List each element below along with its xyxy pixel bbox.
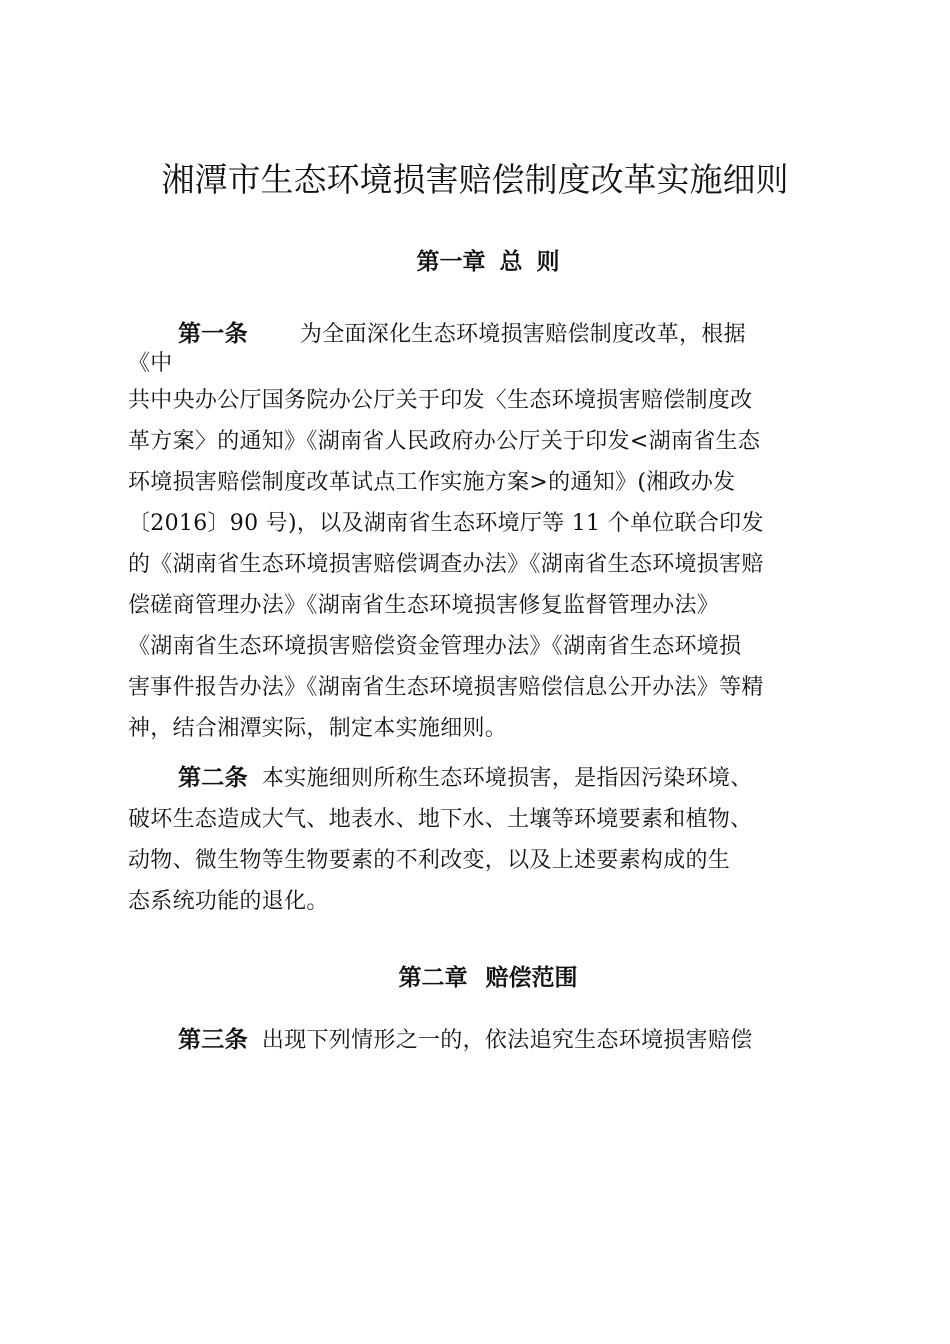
article-2-label: 第二条 — [178, 765, 248, 791]
article-3-line — [128, 1020, 848, 1061]
article-2-line — [128, 758, 848, 799]
article-1 — [128, 314, 848, 749]
article-1-line: 《湖南省生态环境损害赔偿资金管理办法》《湖南省生态环境损 — [128, 634, 742, 659]
chapter-1-name: 总 — [499, 249, 523, 275]
article-1-line: 革方案〉的通知》《湖南省人民政府办公厅关于印发<湖南省生态 — [128, 429, 761, 454]
chapter-1-label: 第一章 — [416, 249, 486, 275]
chapter-2-name: 赔偿范围 — [485, 965, 578, 991]
article-1-line: 《中 — [128, 351, 173, 376]
article-2 — [128, 758, 848, 922]
article-2-text: 本实施细则所称生态环境损害，是指因污染环境、 — [261, 766, 753, 791]
article-1-label: 第一条 — [178, 321, 248, 347]
article-1-line: 害事件报告办法》《湖南省生态环境损害赔偿信息公开办法》等精 — [128, 675, 764, 700]
article-2-line: 态系统功能的退化。 — [128, 889, 329, 914]
chapter-2-heading — [0, 962, 950, 994]
article-1-line: 〔2016〕90 号)，以及湖南省生态环境厅等 11 个单位联合印发 — [128, 511, 764, 536]
chapter-1-heading — [0, 246, 950, 278]
article-1-line: 环境损害赔偿制度改革试点工作实施方案>的通知》(湘政办发 — [128, 470, 736, 495]
article-1-line: 神，结合湘潭实际，制定本实施细则。 — [128, 716, 508, 741]
article-3-label: 第三条 — [178, 1027, 248, 1053]
article-2-line: 动物、微生物等生物要素的不利改变，以及上述要素构成的生 — [128, 848, 731, 873]
document-title: 湘潭市生态环境损害赔偿制度改革实施细则 — [161, 160, 789, 199]
article-1-line: 偿磋商管理办法》《湖南省生态环境损害修复监督管理办法》 — [128, 593, 720, 618]
article-1-line: 的《湖南省生态环境损害赔偿调查办法》《湖南省生态环境损害赔 — [128, 552, 764, 577]
chapter-1-name-2: 则 — [536, 249, 560, 275]
chapter-2-label: 第二章 — [398, 965, 468, 991]
article-2-line: 破坏生态造成大气、地表水、地下水、土壤等环境要素和植物、 — [128, 807, 753, 832]
article-3-text: 出现下列情形之一的，依法追究生态环境损害赔偿 — [261, 1028, 753, 1053]
article-1-line — [128, 314, 848, 355]
article-3 — [128, 1020, 848, 1061]
article-1-text: 为全面深化生态环境损害赔偿制度改革，根据 — [299, 322, 746, 347]
article-1-line: 共中央办公厅国务院办公厅关于印发〈生态环境损害赔偿制度改 — [128, 388, 753, 413]
